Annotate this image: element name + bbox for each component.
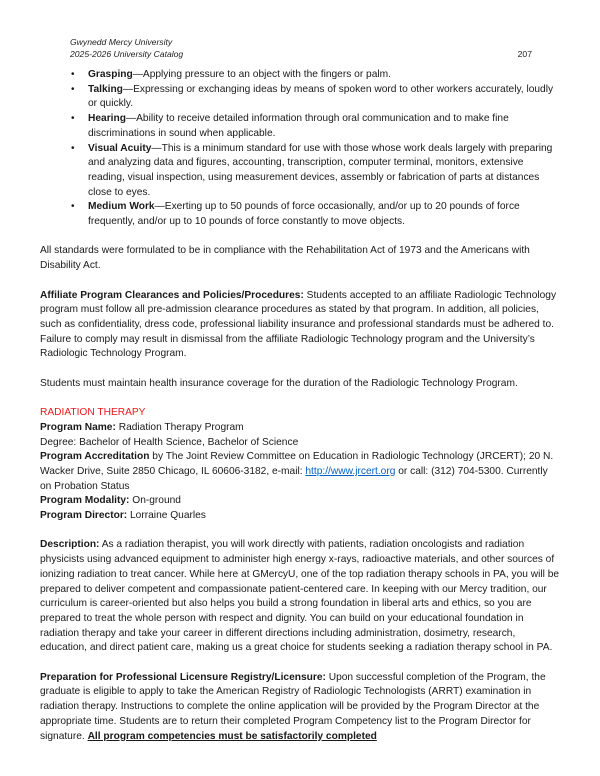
list-item	[88, 112, 560, 141]
bullet-text: —Ability to receive detailed information through oral communication and to make fine discriminations in sound when applicable.	[88, 113, 509, 139]
bullet-term: Medium Work	[88, 201, 155, 213]
catalog-title: 2025-2026 University Catalog	[70, 49, 184, 59]
description-text: As a radiation therapist, you will work directly with patients, radiation oncologists and radiation physicists using advanced equipment to administer high energy x-rays, radioactive materials, and other sources of ionizing radiation to treat cancer. While here at GMercyU, one of the top radiation therapy schools in PA, you will be prepared to deliver competent and compassionate patient-centered care. In keeping with our Mercy tradition, our curriculum is career-oriented but also helps you build a strong foundation in liberal arts and ethics, so you are prepared to treat the whole person with respect and dignity. You can build on your educational foundation in radiation therapy and take your career in different directions including administration, dosimetry, research, education, and direct patient care, making us a great choice for students seeking a radiation therapy school in PA.	[40, 539, 560, 654]
modality-label: Program Modality:	[40, 495, 130, 507]
physical-standards-list	[40, 68, 560, 230]
list-item	[88, 83, 560, 112]
insurance-paragraph: Students must maintain health insurance coverage for the duration of the Radiologic Technology Program.	[40, 377, 518, 389]
page-number: 207	[517, 49, 532, 59]
page-content	[40, 68, 560, 744]
section-heading: RADIATION THERAPY	[40, 407, 146, 419]
program-name-label: Program Name:	[40, 421, 116, 433]
program-name-value: Radiation Therapy Program	[115, 421, 244, 433]
modality-line	[40, 494, 560, 509]
bullet-term: Talking	[88, 83, 123, 95]
affiliate-paragraph	[40, 289, 560, 363]
description-paragraph	[40, 538, 560, 656]
university-name: Gwynedd Mercy University	[70, 37, 173, 47]
affiliate-label: Affiliate Program Clearances and Policies/Procedures:	[40, 289, 304, 301]
compliance-paragraph: All standards were formulated to be in compliance with the Rehabilitation Act of 1973 and the Americans with Disability Act.	[40, 245, 530, 272]
bullet-term: Grasping	[88, 69, 133, 80]
page-header	[70, 36, 532, 60]
bullet-text: —Exerting up to 50 pounds of force occasionally, and/or up to 20 pounds of force frequently, and/or up to 10 pounds of force constantly to move objects.	[88, 201, 520, 228]
licensure-emphasis: All program competencies must be satisfactorily completed	[87, 730, 377, 742]
radiation-therapy-section	[40, 406, 560, 524]
program-name-line	[40, 421, 560, 436]
licensure-label: Preparation for Professional Licensure Registry/Licensure:	[40, 671, 326, 683]
bullet-term: Hearing	[88, 113, 126, 125]
accreditation-line	[40, 450, 560, 494]
licensure-text: Upon successful completion of the Program, the graduate is eligible to apply to take the American Registry of Radiologic Technologists (ARRT) examination in radiation therapy. Instructions to complete the online application will be provided by the Program Director at the appropriate time. Students are to return their completed Program Competency list to the Program Director for signature.	[40, 671, 546, 742]
accreditation-label: Program Accreditation	[40, 451, 150, 463]
licensure-paragraph	[40, 671, 560, 745]
director-line	[40, 509, 560, 524]
director-value: Lorraine Quarles	[127, 510, 206, 522]
degree-line: Degree: Bachelor of Health Science, Bachelor of Science	[40, 436, 299, 448]
bullet-text: —This is a minimum standard for use with those whose work deals largely with preparing and analyzing data and figures, accounting, transcription, computer terminal, monitors, extensive reading, visual inspection, using measurement devices, assembly or fabrication of parts at distances close to eyes.	[88, 142, 553, 198]
director-label: Program Director:	[40, 510, 128, 522]
description-label: Description:	[40, 539, 100, 551]
list-item	[88, 68, 560, 83]
affiliate-text: Students accepted to an affiliate Radiologic Technology program must follow all pre-admission clearance procedures as stated by that program. In addition, all policies, such as confidentiality, dress code, professional liability insurance and professional standards must be adhered to. Failure to comply may result in dismissal from the affiliate Radiologic Technology program and the University’s Radiologic Technology Program.	[40, 289, 557, 360]
bullet-term: Visual Acuity	[88, 142, 152, 154]
jrcert-link[interactable]: http://www.jrcert.org	[305, 465, 396, 477]
list-item	[88, 142, 560, 201]
list-item	[88, 200, 560, 229]
modality-value: On-ground	[129, 495, 181, 507]
bullet-text: —Expressing or exchanging ideas by means of spoken word to other workers accurately, loudly or quickly.	[88, 83, 554, 110]
accreditation-contact: or call: (312) 704-5300. Currently on Probation Status	[40, 465, 548, 492]
bullet-text: —Applying pressure to an object with the fingers or palm.	[132, 69, 391, 80]
accreditation-text: by The Joint Review Committee on Education in Radiologic Technology (JRCERT); 20 N. Wacker Drive, Suite 2850 Chicago, IL 60606-3182, e-mail:	[40, 451, 554, 477]
